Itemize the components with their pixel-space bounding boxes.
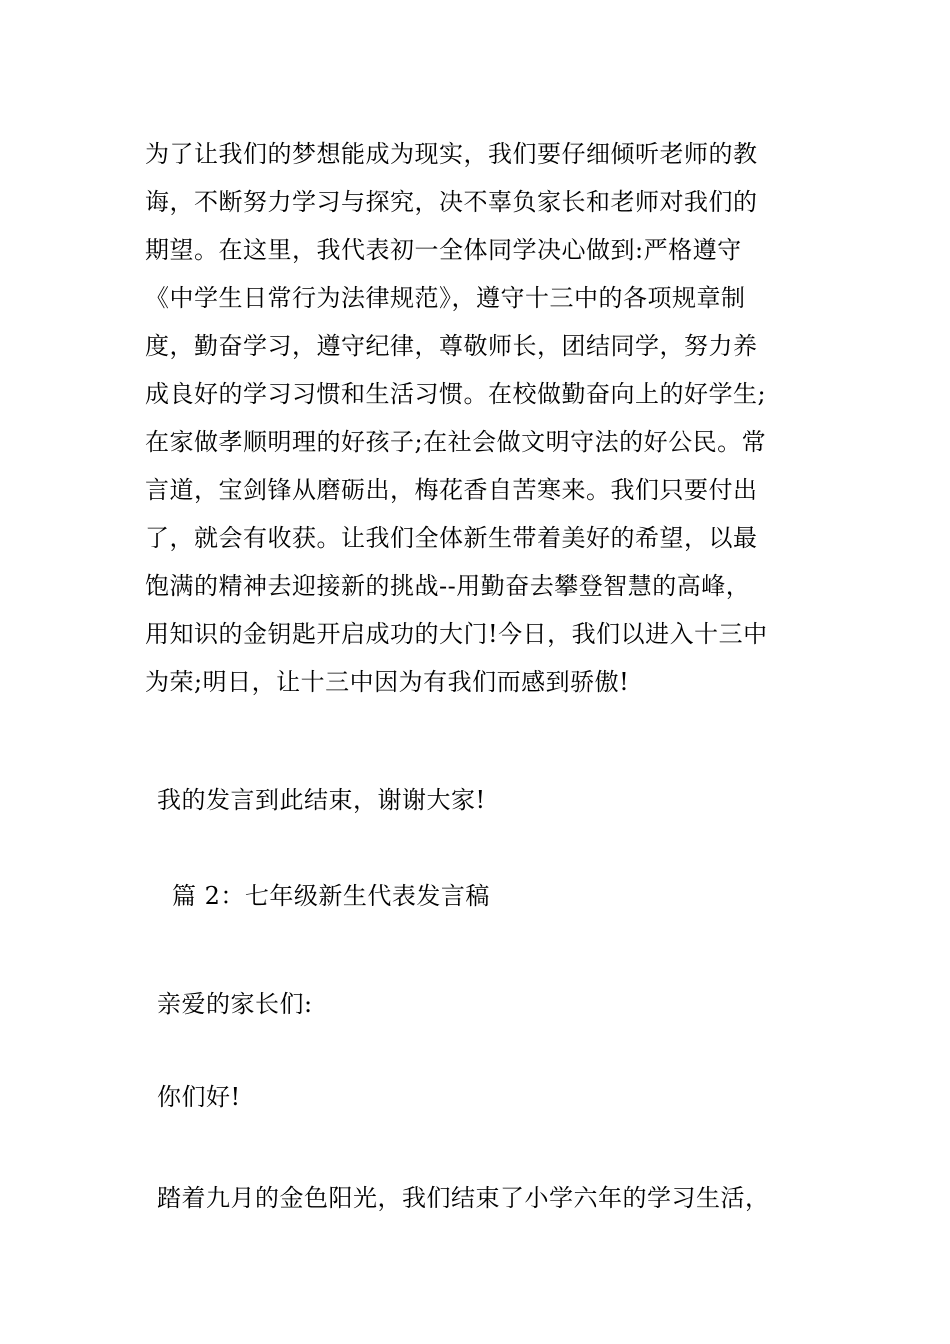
paragraph-line: 成良好的学习习惯和生活习惯。在校做勤奋向上的好学生; [145, 380, 767, 408]
closing-remark: 我的发言到此结束，谢谢大家! [157, 786, 486, 814]
paragraph-line: 期望。在这里，我代表初一全体同学决心做到:严格遵守 [145, 236, 742, 264]
paragraph-line: 度，勤奋学习，遵守纪律，尊敬师长，团结同学，努力养 [145, 332, 758, 360]
paragraph-line: 《中学生日常行为法律规范》，遵守十三中的各项规章制 [145, 284, 746, 312]
paragraph-line: 在家做孝顺明理的好孩子;在社会做文明守法的好公民。常 [145, 428, 767, 456]
paragraph-line: 用知识的金钥匙开启成功的大门!今日，我们以进入十三中 [145, 620, 768, 648]
paragraph-line: 饱满的精神去迎接新的挑战--用勤奋去攀登智慧的高峰， [145, 572, 751, 600]
section-heading: 篇 2：七年级新生代表发言稿 [172, 882, 490, 910]
body-paragraph [145, 130, 815, 706]
paragraph-line: 为了让我们的梦想能成为现实，我们要仔细倾听老师的教 [145, 140, 758, 168]
greeting-line: 你们好! [157, 1083, 241, 1111]
paragraph-line: 了，就会有收获。让我们全体新生带着美好的希望，以最 [145, 524, 758, 552]
paragraph-line: 言道，宝剑锋从磨砺出，梅花香自苦寒来。我们只要付出 [145, 476, 758, 504]
paragraph-line: 为荣;明日，让十三中因为有我们而感到骄傲! [145, 668, 630, 696]
opening-line: 踏着九月的金色阳光，我们结束了小学六年的学习生活， [157, 1184, 770, 1212]
paragraph-line: 诲，不断努力学习与探究，决不辜负家长和老师对我们的 [145, 188, 758, 216]
salutation: 亲爱的家长们: [157, 990, 313, 1018]
